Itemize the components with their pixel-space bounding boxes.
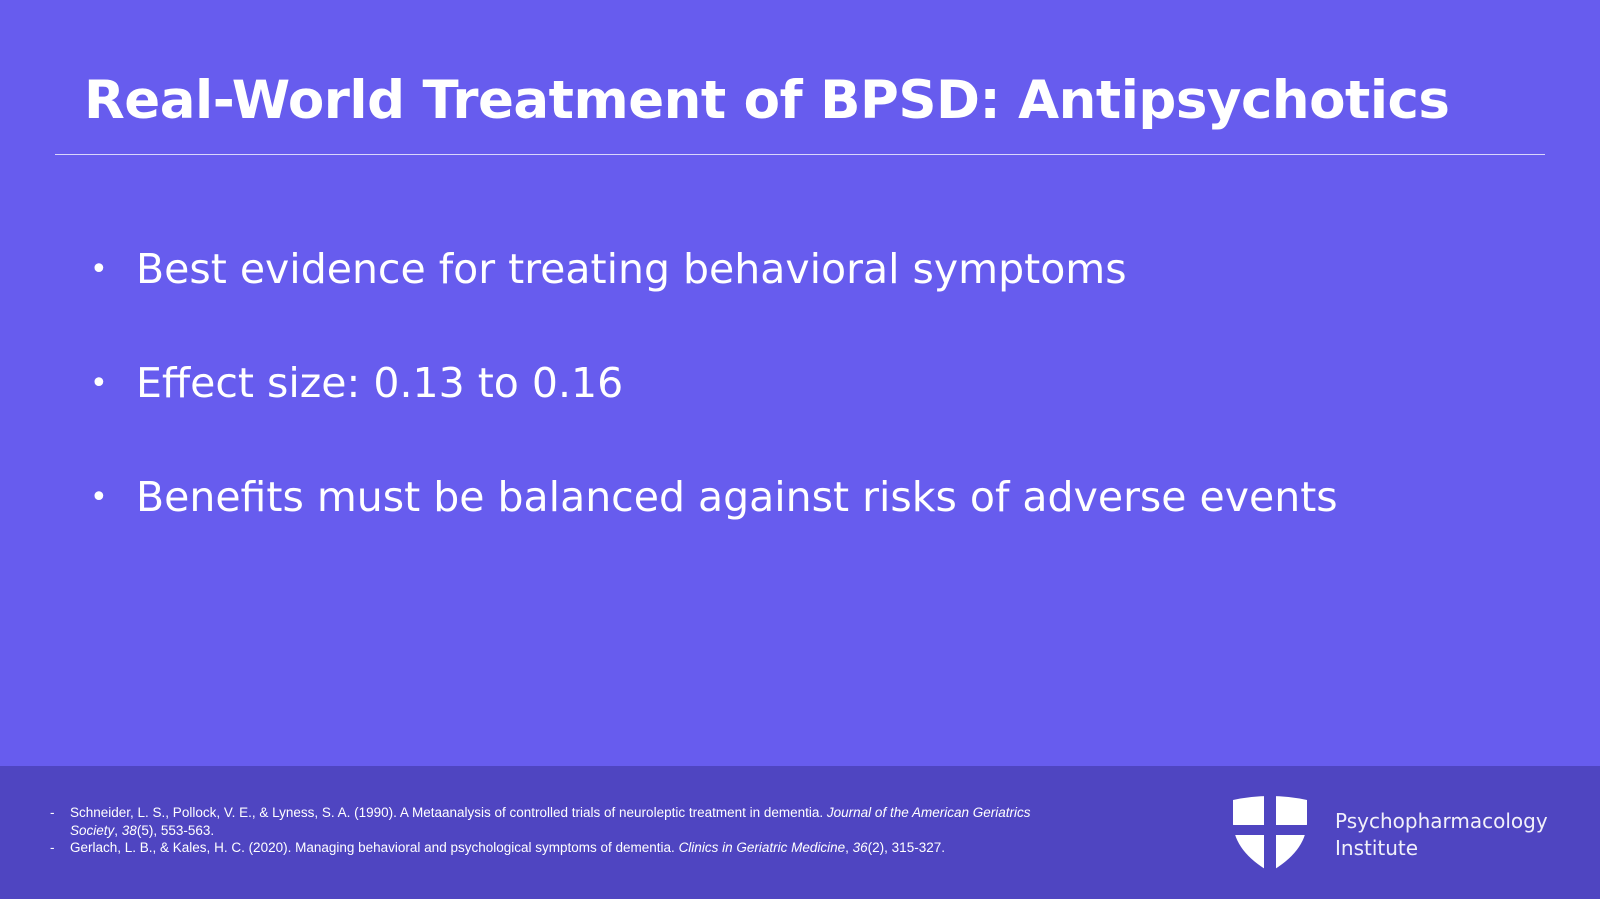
org-name — [1335, 808, 1548, 862]
reference-list — [50, 804, 1050, 857]
bullet-text: Benefits must be balanced against risks of adverse events — [136, 473, 1338, 521]
bullet-text: Best evidence for treating behavioral symptoms — [136, 245, 1127, 293]
reference-dash: - — [50, 805, 55, 820]
reference-volume: 36 — [852, 840, 868, 855]
reference-separator: , — [845, 840, 853, 855]
reference-pages: (2), 315-327. — [867, 840, 945, 855]
bullet-item — [90, 245, 1338, 359]
reference-text — [70, 804, 1050, 839]
reference-separator: , — [114, 822, 122, 838]
slide-title: Real-World Treatment of BPSD: Antipsychotics — [84, 70, 1450, 131]
reference-text — [70, 839, 945, 857]
shield-cross-icon — [1229, 794, 1311, 874]
bullet-item — [90, 473, 1338, 587]
reference-item — [50, 839, 1050, 857]
title-divider — [55, 154, 1545, 155]
bullet-marker: • — [90, 252, 108, 287]
reference-journal: Clinics in Geriatric Medicine — [678, 840, 846, 855]
reference-pages: (5), 553-563. — [136, 822, 215, 838]
bullet-marker: • — [90, 480, 108, 515]
bullet-marker: • — [90, 366, 108, 401]
reference-journal: Journal of the American Geriatrics Society — [70, 805, 1031, 838]
reference-body: Gerlach, L. B., & Kales, H. C. (2020). Managing behavioral and psychological symptoms of dementia. — [70, 840, 679, 855]
bullet-item — [90, 359, 1338, 473]
reference-volume: 38 — [121, 822, 137, 838]
bullet-list — [90, 245, 1338, 587]
org-name-line2: Institute — [1335, 836, 1419, 860]
reference-item — [50, 804, 1050, 839]
reference-body: Schneider, L. S., Pollock, V. E., & Lyness, S. A. (1990). A Metaanalysis of controlled trials of neuroleptic treatment in dementia. — [70, 805, 827, 820]
bullet-text: Effect size: 0.13 to 0.16 — [136, 359, 624, 407]
org-name-line1: Psychopharmacology — [1335, 809, 1548, 833]
reference-dash: - — [50, 840, 55, 855]
footer-band — [0, 766, 1600, 899]
